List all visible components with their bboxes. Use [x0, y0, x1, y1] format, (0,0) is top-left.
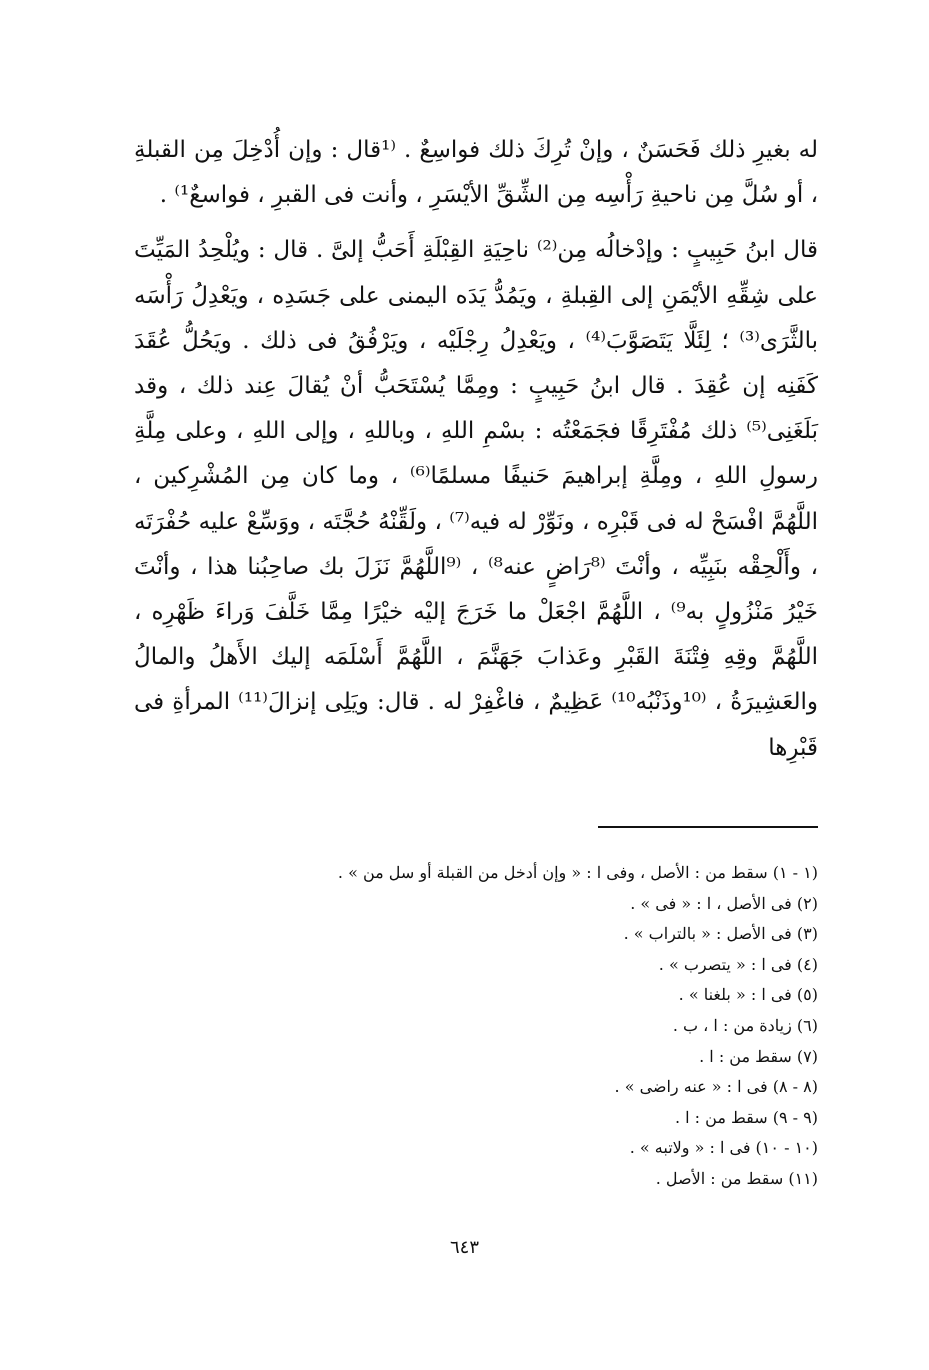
footnote-8: (٨ - ٨) فى ا : « عنه راضى » .: [614, 1077, 818, 1097]
footnote-1: (١ - ١) سقط من : الأصل ، وفى ا : « وإن أدخل من القبلة أو سل من » .: [337, 863, 818, 882]
page-number: ٦٤٣: [449, 1237, 479, 1258]
footnote-2: (٢) فى الأصل ، ا : « فى » .: [630, 893, 818, 913]
footnote-7: (٧) سقط من : ا .: [699, 1046, 818, 1066]
footnote-11: (١١) سقط من : الأصل .: [655, 1168, 818, 1188]
footnotes-list: [180, 858, 818, 1195]
footnote-9: (٩ - ٩) سقط من : ا .: [674, 1107, 818, 1127]
paragraph-2: قال ابنُ حَبِيبٍ : وإدْخالُه مِن⁽²⁾ ناحِيَةِ القِبْلَةِ أَحَبُّ إلىَّ . قال : ويُلْحِدُ المَيِّتَ على شِقِّهِ الأيْمَنِ إلى القِبلةِ ، ويَمُدُّ يَدَه اليمنى على جَسَدِه ، ويَعْدِلُ رَأْسَه بالثَّرَى⁽³⁾ ؛ لِئَلَّا يَتَصَوَّبَ⁽⁴⁾ ، ويَعْدِلُ رِجْلَيْه ، ويَرْفُقُ فى ذلك . ويَحُلُّ عُقَدَ كَفَنِه إن عُقِدَ . قال ابنُ حَبِيبٍ : ومِمَّا يُسْتَحَبُّ أنْ يُقالَ عِند ذلك ، وقد بَلَغَنِى⁽⁵⁾ ذلك مُفْتَرِقًا فجَمَعْتُه : بسْمِ اللهِ ، وباللهِ ، وإلى اللهِ ، وعلى مِلَّةِ رسولِ اللهِ ، ومِلَّةِ إبراهيمَ حَنيفًا مسلمًا⁽⁶⁾ ، وما كان مِن المُشْرِكين ، اللَّهُمَّ افْسَحْ له فى قَبْرِه ، ونَوِّرْ له فيه⁽⁷⁾ ، ولَقِّنْهُ حُجَّتَه ، ووَسِّعْ عليه حُفْرَتَه ، وأَلْحِقْه بنَبِيِّه ، وأنْتَ ⁽⁸رَاضٍ عنه⁸⁾ ، ⁽⁹اللَّهُمَّ نَزَلَ بك صاحِبُنا هذا ، وأنْتَ خَيْرُ مَنْزُولٍ به⁹⁾ ، اللَّهُمَّ اجْعَلْ ما خَرَجَ إليْه خيْرًا مِمَّا خَلَّفَ وَراءَ ظَهْرِه ، اللَّهُمَّ وقِهِ فِتْنَةَ القَبْرِ وعَذابَ جَهَنَّمَ ، اللَّهُمَّ أَسْلَمَه إليك الأَهلُ والمالُ والعَشِيرَةُ ، ⁽¹⁰وذَنْبُه¹⁰⁾ عَظِيمٌ ، فاغْفِرْ له . قال: ويَلِى إنزالَ⁽¹¹⁾ المرأةِ فى قَبْرِها: [134, 237, 819, 761]
footnote-3: (٣) فى الأصل : « بالتراب » .: [623, 924, 818, 944]
footnote-10: (١٠ - ١٠) فى ا : « ولاتبه » .: [629, 1138, 818, 1158]
paragraph-1: له بغيرِ ذلك فَحَسَنٌ ، وإنْ تُرِكَ ذلك فواسِعٌ . ⁽¹قال : وإن أُدْخِلَ مِن القبلةِ ، أو سُلَّ مِن ناحيةِ رَأْسِه مِن الشِّقِّ الأيْسَرِ ، وأنت فى القبرِ ، فواسعٌ¹⁾ .: [134, 137, 819, 209]
footnote-4: (٤) فى ا : « يتصرب » .: [658, 954, 818, 974]
main-text: [134, 128, 818, 771]
footnote-separator: [598, 826, 818, 828]
footnote-5: (٥) فى ا : « بلغنا » .: [678, 985, 818, 1005]
footnote-6: (٦) زيادة من : ا ، ب .: [672, 1015, 818, 1035]
